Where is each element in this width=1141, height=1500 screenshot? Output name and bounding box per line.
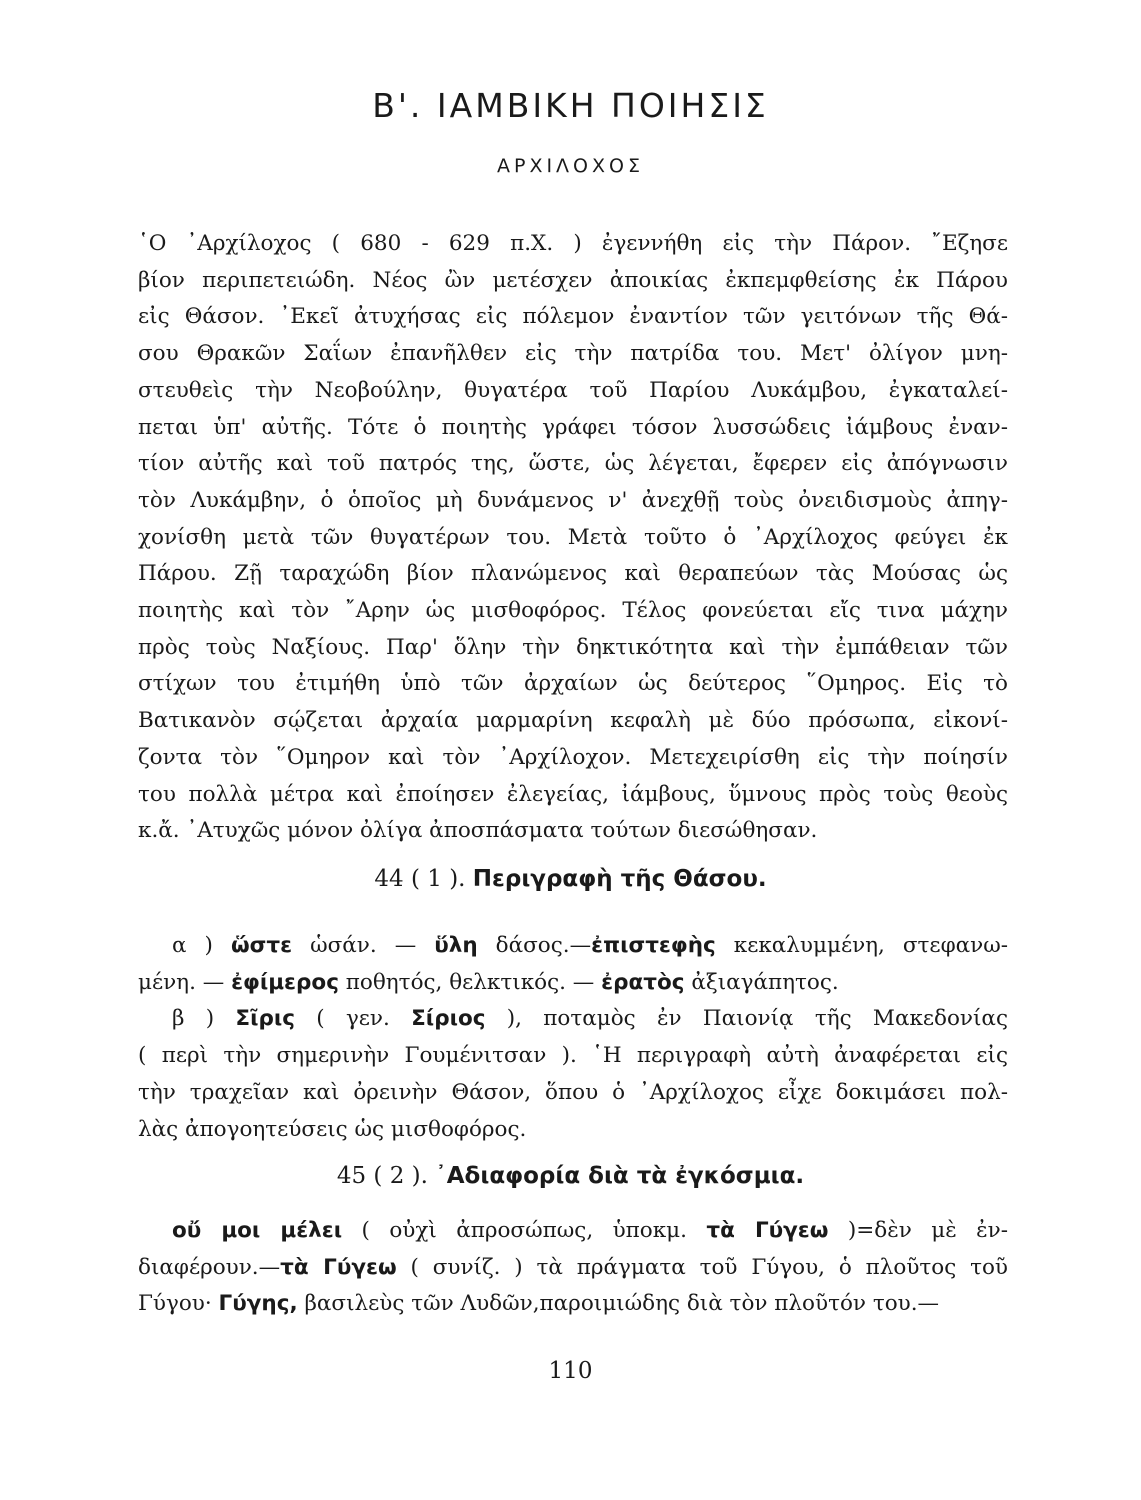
intro-paragraph bbox=[138, 226, 1008, 850]
gloss: βασιλεὺς τῶν Λυδῶν,παροιμιώδης διὰ τὸν πλοῦτόν του.— bbox=[297, 1291, 940, 1317]
text-line: βίον περιπετειώδη. Νέος ὢν μετέσχεν ἀποικίας ἐκπεμφθείσης ἐκ Πάρου bbox=[138, 267, 1008, 293]
section-number: 44 ( 1 ). bbox=[374, 866, 466, 892]
gloss: ), ποταμὸς ἐν Παιονίᾳ τῆς Μακεδονίας bbox=[485, 1006, 1008, 1032]
section-title: Περιγραφὴ τῆς Θάσου. bbox=[472, 866, 767, 892]
section-number: 45 ( 2 ). bbox=[336, 1163, 428, 1189]
note-line: ( περὶ τὴν σημερινὴν Γουμένιτσαν ). ῾Η περιγραφὴ αὐτὴ ἀναφέρεται εἰς bbox=[138, 1043, 1008, 1069]
text-line: κ.ἄ. ᾿Ατυχῶς μόνον ὀλίγα ἀποσπάσματα τούτων διεσώθησαν. bbox=[138, 818, 818, 844]
notes-45 bbox=[138, 1213, 1008, 1323]
gloss: κεκαλυμμένη, στεφανω- bbox=[715, 933, 1009, 958]
text-line: Βατικανὸν σῴζεται ἀρχαία μαρμαρίνη κεφαλὴ μὲ δύο πρόσωπα, εἰκονί- bbox=[138, 708, 1008, 734]
note-line: λὰς ἀπογοητεύσεις ὡς μισθοφόρος. bbox=[138, 1116, 527, 1142]
note-label: β ) bbox=[172, 1006, 215, 1032]
gloss: δάσος.— bbox=[477, 933, 592, 958]
section-title: ᾿Αδιαφορία διὰ τὰ ἐγκόσμια. bbox=[435, 1163, 805, 1189]
lemma: Σῖρις bbox=[235, 1006, 295, 1032]
gloss: Γύγου· bbox=[138, 1291, 219, 1317]
text-line: τίον αὐτῆς καὶ τοῦ πατρός της, ὥστε, ὡς λέγεται, ἔφερεν εἰς ἀπόγνωσιν bbox=[138, 451, 1008, 477]
lemma: ὕλη bbox=[434, 933, 478, 958]
text-line: ποιητὴς καὶ τὸν ῎Αρην ὡς μισθοφόρος. Τέλος φονεύεται εἴς τινα μάχην bbox=[138, 598, 1008, 624]
note-line bbox=[138, 1250, 1008, 1287]
lemma: τὰ Γύγεω bbox=[280, 1254, 397, 1280]
gloss: μένη. — bbox=[138, 969, 232, 995]
author-heading: ΑΡΧΙΛΟΧΟΣ bbox=[496, 155, 644, 177]
text-line: εἰς Θάσον. ᾿Εκεῖ ἀτυχήσας εἰς πόλεμον ἐναντίον τῶν γειτόνων τῆς Θά- bbox=[138, 304, 1008, 330]
notes-44 bbox=[138, 928, 1008, 1148]
lemma: ὥστε bbox=[230, 933, 293, 958]
gloss: ἀξιαγάπητος. bbox=[684, 969, 839, 995]
text-line: στευθεὶς τὴν Νεοβούλην, θυγατέρα τοῦ Παρίου Λυκάμβου, ἐγκαταλεί- bbox=[138, 377, 1008, 403]
chapter-title: Β'. ΙΑΜΒΙΚΗ ΠΟΙΗΣΙΣ bbox=[372, 86, 769, 125]
text-line: στίχων του ἐτιμήθη ὑπὸ τῶν ἀρχαίων ὡς δεύτερος ῞Ομηρος. Εἰς τὸ bbox=[138, 671, 1008, 697]
gloss: ὡσάν. — bbox=[292, 933, 435, 958]
note-line bbox=[138, 928, 1008, 965]
gloss: )=δὲν μὲ ἐν- bbox=[828, 1218, 1009, 1243]
text-line: του πολλὰ μέτρα καὶ ἐποίησεν ἐλεγείας, ἰάμβους, ὕμνους πρὸς τοὺς θεοὺς bbox=[138, 781, 1008, 807]
page-number: 110 bbox=[548, 1358, 593, 1384]
gloss: ( γεν. bbox=[294, 1006, 412, 1032]
lemma: Γύγης, bbox=[218, 1291, 298, 1317]
text-line: χονίσθη μετὰ τῶν θυγατέρων του. Μετὰ τοῦτο ὁ ᾿Αρχίλοχος φεύγει ἐκ bbox=[138, 524, 1008, 550]
section-heading-45 bbox=[0, 1163, 1141, 1189]
text-line: πρὸς τοὺς Ναξίους. Παρ' ὅλην τὴν δηκτικότητα καὶ τὴν ἐμπάθειαν τῶν bbox=[138, 634, 1008, 660]
text-line: ῾Ο ᾿Αρχίλοχος ( 680 - 629 π.Χ. ) ἐγεννήθη εἰς τὴν Πάρον. ῎Εζησε bbox=[138, 231, 1008, 256]
lemma: τὰ Γύγεω bbox=[706, 1218, 829, 1243]
lemma: Σίριος bbox=[411, 1006, 486, 1032]
note-line bbox=[138, 1286, 1008, 1323]
note-line bbox=[138, 1213, 1008, 1250]
gloss: ποθητός, θελκτικός. — bbox=[338, 969, 602, 995]
lemma: ἐρατὸς bbox=[601, 969, 685, 995]
text-line: τὸν Λυκάμβην, ὁ ὁποῖος μὴ δυνάμενος ν' ἀνεχθῇ τοὺς ὀνειδισμοὺς ἀπηγ- bbox=[138, 487, 1008, 513]
gloss: ( οὐχὶ ἀπροσώπως, ὑποκμ. bbox=[342, 1218, 707, 1243]
note-line bbox=[138, 965, 1008, 1002]
note-label: α ) bbox=[172, 933, 213, 958]
text-line: Πάρου. Ζῇ ταραχώδη βίον πλανώμενος καὶ θεραπεύων τὰς Μούσας ὡς bbox=[138, 561, 1008, 587]
text-line: ζοντα τὸν ῞Ομηρον καὶ τὸν ᾿Αρχίλοχον. Μετεχειρίσθη εἰς τὴν ποίησίν bbox=[138, 744, 1008, 770]
section-heading-44 bbox=[0, 866, 1141, 892]
text-line: πεται ὑπ' αὐτῆς. Τότε ὁ ποιητὴς γράφει τόσον λυσσώδεις ἰάμβους ἐναν- bbox=[138, 414, 1008, 440]
text-line: σου Θρακῶν Σαΐων ἐπανῆλθεν εἰς τὴν πατρίδα του. Μετ' ὀλίγον μνη- bbox=[138, 341, 1008, 367]
lemma: ἐφίμερος bbox=[231, 969, 339, 995]
lemma: ἐπιστεφὴς bbox=[591, 933, 716, 958]
gloss: ( συνίζ. ) τὰ πράγματα τοῦ Γύγου, ὁ πλοῦτος τοῦ bbox=[396, 1254, 1009, 1280]
note-line: τὴν τραχεῖαν καὶ ὀρεινὴν Θάσον, ὅπου ὁ ᾿Αρχίλοχος εἶχε δοκιμάσει πολ- bbox=[138, 1079, 1008, 1105]
lemma: οὔ μοι μέλει bbox=[172, 1218, 343, 1243]
gloss: διαφέρουν.— bbox=[138, 1254, 281, 1280]
note-line bbox=[138, 1001, 1008, 1038]
